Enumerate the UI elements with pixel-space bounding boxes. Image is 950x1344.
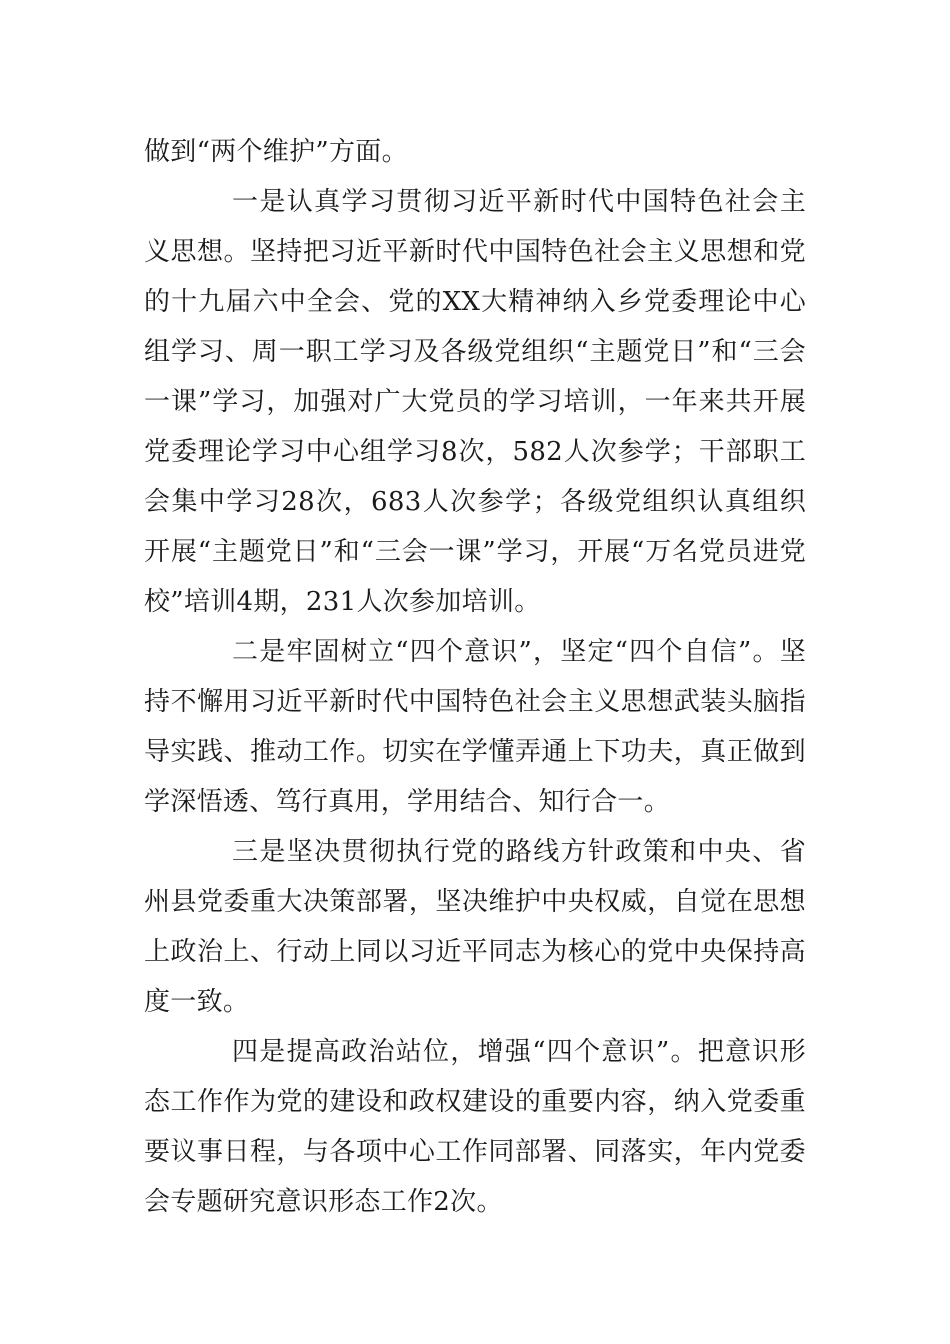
paragraph-study-thought: 一是认真学习贯彻习近平新时代中国特色社会主义思想。坚持把习近平新时代中国特色社会主义思想和党的十九届六中全会、党的XX大精神纳入乡党委理论中心组学习、周一职工学习及各级党组织“主题党日”和“三会一课”学习，加强对广大党员的学习培训，一年来共开展党委理论学习中心组学习8次，582人次参学；干部职工会集中学习28次，683人次参学；各级党组织认真组织开展“主题党日”和“三会一课”学习，开展“万名党员进党校”培训4期，231人次参加培训。 (144, 187, 806, 617)
paragraph-four-consciousness: 二是牢固树立“四个意识”，坚定“四个自信”。坚持不懈用习近平新时代中国特色社会主义思想武装头脑指导实践、推动工作。切实在学懂弄通上下功夫，真正做到学深悟透、笃行真用，学用结合、知行合一。 (144, 637, 806, 817)
document-body (144, 127, 806, 1227)
paragraph-implement-policy: 三是坚决贯彻执行党的路线方针政策和中央、省州县党委重大决策部署，坚决维护中央权威，自觉在思想上政治上、行动上同以习近平同志为核心的党中央保持高度一致。 (144, 837, 806, 1017)
paragraph-political-stance: 四是提高政治站位，增强“四个意识”。把意识形态工作作为党的建设和政权建设的重要内容，纳入党委重要议事日程，与各项中心工作同部署、同落实，年内党委会专题研究意识形态工作2次。 (144, 1037, 806, 1217)
paragraph-continuation: 做到“两个维护”方面。 (144, 137, 408, 167)
